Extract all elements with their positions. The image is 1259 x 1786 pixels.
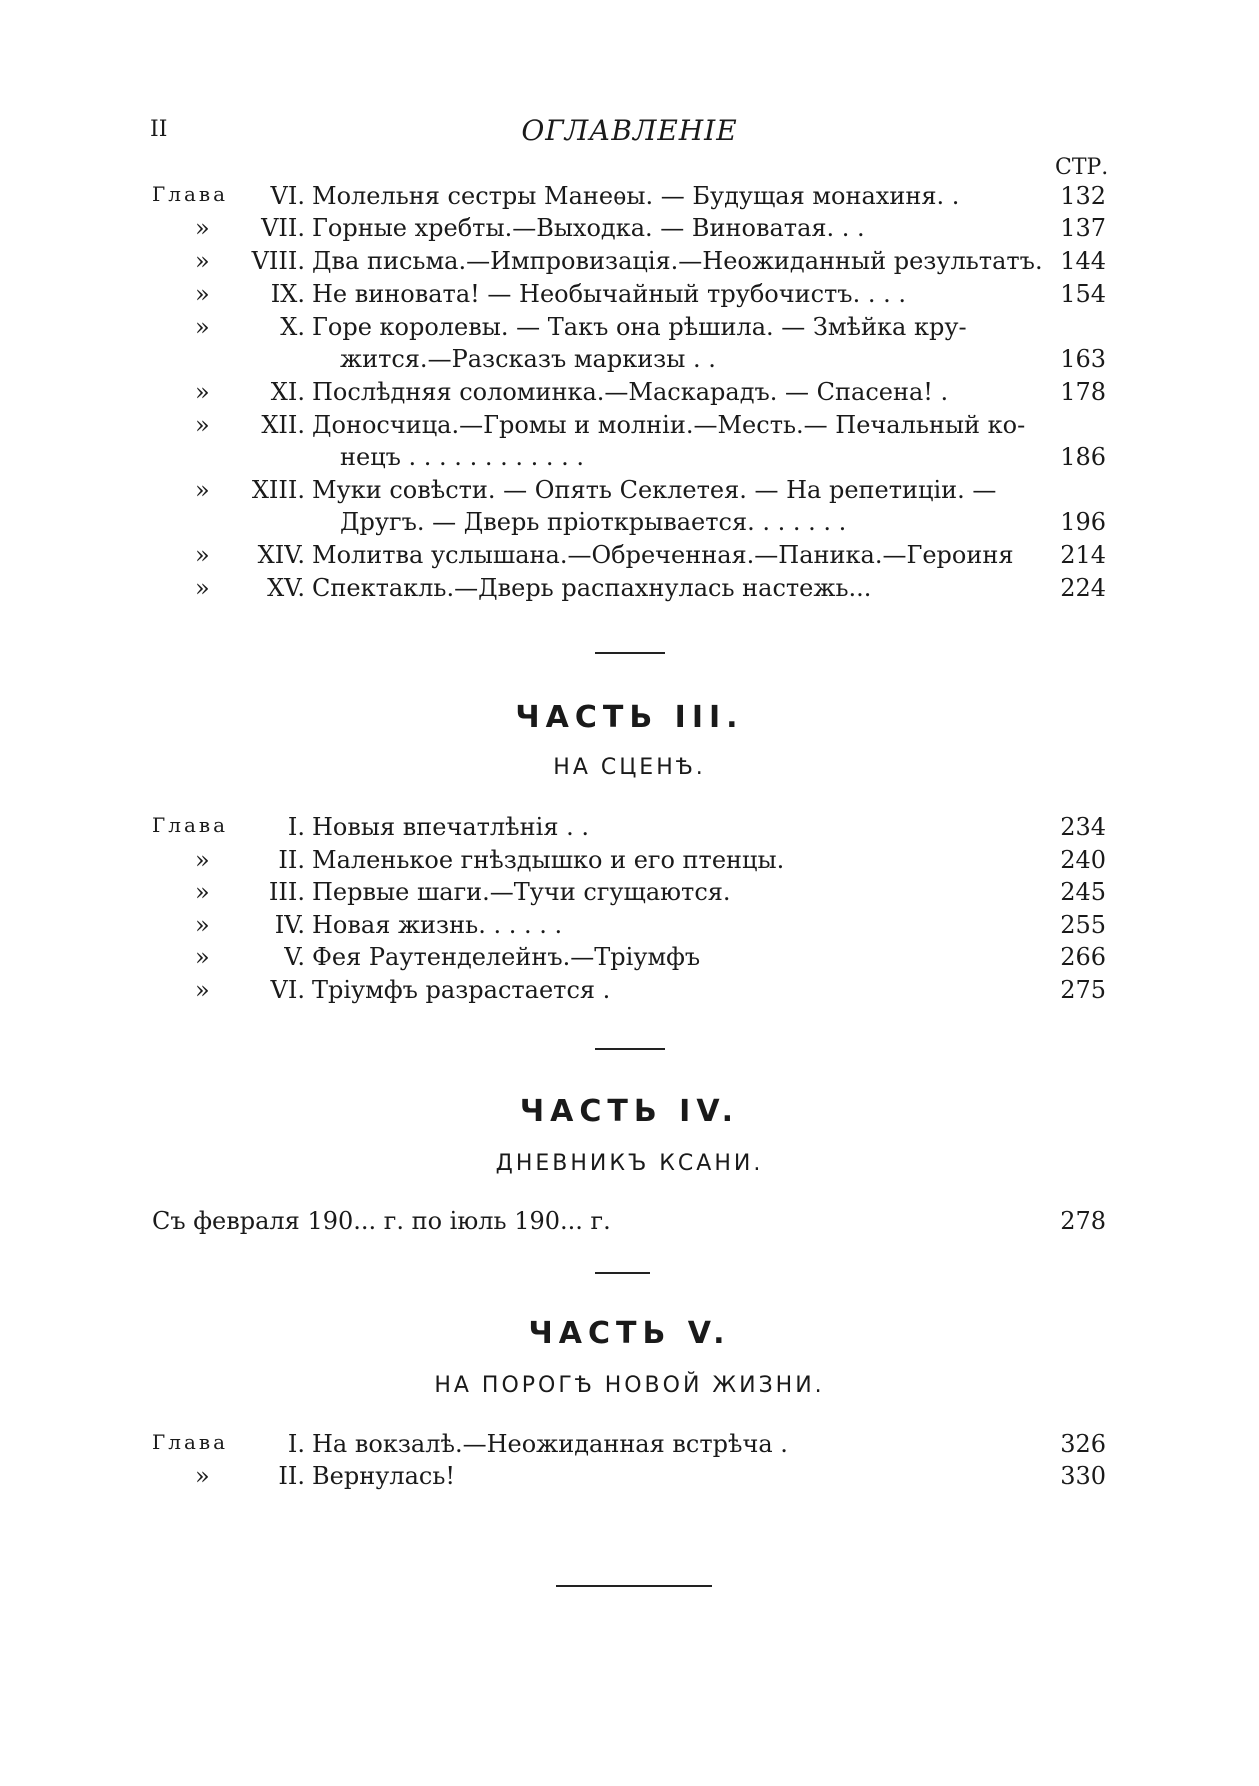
chapter-number: X.	[280, 313, 305, 341]
chapter-word: Глава	[152, 1430, 229, 1454]
chapter-title: Вернулась!	[312, 1462, 456, 1490]
chapter-title: Послѣдняя соломинка.—Маскарадъ. — Спасена! .	[312, 378, 949, 406]
page-ref: 186	[1060, 443, 1106, 471]
chapter-number: V.	[284, 943, 305, 971]
chapter-number: XI.	[270, 378, 305, 406]
toc-row	[0, 476, 1259, 508]
chapter-number: VI.	[270, 182, 305, 210]
ditto-mark: »	[195, 574, 210, 602]
ditto-mark: »	[195, 976, 210, 1004]
chapter-number: VII.	[261, 214, 305, 242]
toc-row	[0, 247, 1259, 279]
section-divider	[556, 1585, 712, 1587]
page-ref: 326	[1060, 1430, 1106, 1458]
ditto-mark: »	[195, 911, 210, 939]
ditto-mark: »	[195, 476, 210, 504]
chapter-number: I.	[287, 1430, 305, 1458]
part-title: ЧАСТЬ IV.	[519, 1094, 740, 1129]
chapter-number: XIII.	[251, 476, 305, 504]
page-ref: 224	[1060, 574, 1106, 602]
toc-row	[0, 280, 1259, 312]
chapter-title: На вокзалѣ.—Неожиданная встрѣча .	[312, 1430, 788, 1458]
page-ref: 132	[1060, 182, 1106, 210]
toc-row	[0, 1207, 1259, 1239]
chapter-title: Другъ. — Дверь пріоткрывается. . . . . . .	[340, 508, 847, 536]
page-ref: 163	[1060, 345, 1106, 373]
toc-row	[0, 541, 1259, 573]
page-ref: 330	[1060, 1462, 1106, 1490]
page-ref: 275	[1060, 976, 1106, 1004]
chapter-title: Спектакль.—Дверь распахнулась настежь...	[312, 574, 872, 602]
chapter-title: Доносчица.—Громы и молніи.—Месть.— Печальный ко-	[312, 411, 1026, 439]
chapter-number: VI.	[270, 976, 305, 1004]
part-subtitle: НА СЦЕНѢ.	[553, 755, 706, 780]
ditto-mark: »	[195, 411, 210, 439]
toc-row	[0, 976, 1259, 1008]
chapter-title: Маленькое гнѣздышко и его птенцы.	[312, 846, 785, 874]
page-ref: 278	[1060, 1207, 1106, 1235]
chapter-title: Два письма.—Импровизація.—Неожиданный результатъ.	[312, 247, 1043, 275]
chapter-number: XII.	[261, 411, 305, 439]
section-divider	[595, 1272, 650, 1274]
chapter-number: IX.	[270, 280, 305, 308]
toc-row	[0, 1430, 1259, 1462]
ditto-mark: »	[195, 313, 210, 341]
ditto-mark: »	[195, 280, 210, 308]
chapter-title: Муки совѣсти. — Опять Секлетея. — На репетиціи. —	[312, 476, 997, 504]
ditto-mark: »	[195, 846, 210, 874]
ditto-mark: »	[195, 247, 210, 275]
toc-row	[0, 411, 1259, 443]
toc-row	[0, 443, 1259, 475]
ditto-mark: »	[195, 1462, 210, 1490]
toc-row	[0, 943, 1259, 975]
page-ref: 266	[1060, 943, 1106, 971]
toc-row	[0, 574, 1259, 606]
chapter-number: III.	[268, 878, 305, 906]
chapter-number: VIII.	[251, 247, 305, 275]
ditto-mark: »	[195, 541, 210, 569]
chapter-word: Глава	[152, 813, 229, 837]
chapter-title: Горе королевы. — Такъ она рѣшила. — Змѣйка кру-	[312, 313, 967, 341]
page-column-label: СТР.	[1055, 155, 1109, 180]
ditto-mark: »	[195, 943, 210, 971]
chapter-title: Новыя впечатлѣнія . .	[312, 813, 589, 841]
chapter-title: Новая жизнь. . . . . .	[312, 911, 563, 939]
section-divider	[595, 652, 665, 654]
chapter-number: II.	[278, 1462, 305, 1490]
page-ref: 154	[1060, 280, 1106, 308]
chapter-title: Тріумфъ разрастается .	[312, 976, 611, 1004]
chapter-number: XIV.	[257, 541, 305, 569]
ditto-mark: »	[195, 878, 210, 906]
toc-row	[0, 878, 1259, 910]
page-ref: 178	[1060, 378, 1106, 406]
chapter-number: IV.	[274, 911, 305, 939]
chapter-title: Не виновата! — Необычайный трубочистъ. . . .	[312, 280, 906, 308]
chapter-number: I.	[287, 813, 305, 841]
toc-row	[0, 345, 1259, 377]
part-subtitle: НА ПОРОГѢ НОВОЙ ЖИЗНИ.	[434, 1373, 825, 1398]
toc-row	[0, 378, 1259, 410]
chapter-title: Съ февраля 190... г. по іюль 190... г.	[152, 1207, 611, 1235]
page-number: II	[150, 117, 168, 142]
chapter-title: нецъ . . . . . . . . . . . .	[340, 443, 584, 471]
page-ref: 234	[1060, 813, 1106, 841]
toc-row	[0, 182, 1259, 214]
toc-row	[0, 508, 1259, 540]
part-title: ЧАСТЬ V.	[528, 1316, 731, 1351]
toc-row	[0, 813, 1259, 845]
toc-row	[0, 214, 1259, 246]
chapter-title: Молельня сестры Манеѳы. — Будущая монахиня. .	[312, 182, 960, 210]
page-ref: 144	[1060, 247, 1106, 275]
ditto-mark: »	[195, 214, 210, 242]
chapter-title: Горные хребты.—Выходка. — Виноватая. . .	[312, 214, 865, 242]
page-ref: 137	[1060, 214, 1106, 242]
page-ref: 214	[1060, 541, 1106, 569]
toc-row	[0, 846, 1259, 878]
page-ref: 245	[1060, 878, 1106, 906]
section-divider	[595, 1048, 665, 1050]
page-ref: 240	[1060, 846, 1106, 874]
chapter-title: жится.—Разсказъ маркизы . .	[340, 345, 716, 373]
page-title: ОГЛАВЛЕНІЕ	[521, 114, 738, 147]
chapter-title: Молитва услышана.—Обреченная.—Паника.—Героиня	[312, 541, 1014, 569]
chapter-word: Глава	[152, 182, 229, 206]
page-ref: 255	[1060, 911, 1106, 939]
toc-row	[0, 313, 1259, 345]
chapter-number: II.	[278, 846, 305, 874]
toc-row	[0, 1462, 1259, 1494]
ditto-mark: »	[195, 378, 210, 406]
chapter-title: Фея Раутенделейнъ.—Тріумфъ	[312, 943, 701, 971]
chapter-title: Первые шаги.—Тучи сгущаются.	[312, 878, 731, 906]
chapter-number: XV.	[267, 574, 305, 602]
part-subtitle: ДНЕВНИКЪ КСАНИ.	[495, 1151, 764, 1176]
page-ref: 196	[1060, 508, 1106, 536]
toc-row	[0, 911, 1259, 943]
part-title: ЧАСТЬ III.	[515, 700, 744, 735]
